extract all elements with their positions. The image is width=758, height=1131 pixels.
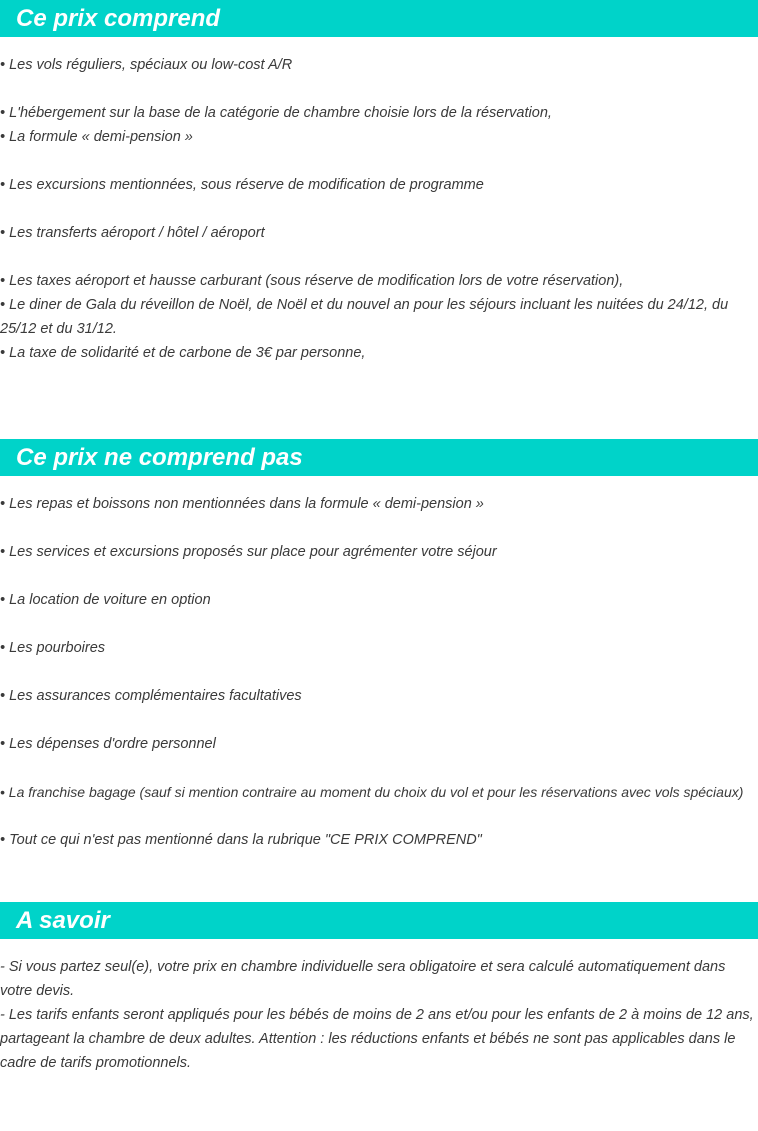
- list-item: • Les excursions mentionnées, sous réserve de modification de programme: [0, 177, 484, 193]
- list-item: • Les repas et boissons non mentionnées dans la formule « demi-pension »: [0, 496, 484, 512]
- list-item: • La taxe de solidarité et de carbone de 3€ par personne,: [0, 345, 366, 361]
- list-item: • Les services et excursions proposés sur place pour agrémenter votre séjour: [0, 544, 497, 560]
- section-title: A savoir: [16, 907, 110, 934]
- list-item: • Les transferts aéroport / hôtel / aéroport: [0, 225, 265, 241]
- list-item: • La location de voiture en option: [0, 592, 211, 608]
- list-item: • Les pourboires: [0, 640, 106, 656]
- list-item: • La franchise bagage (sauf si mention contraire au moment du choix du vol et pour les réservations avec vols spéciaux): [0, 784, 744, 800]
- list-item: • Le diner de Gala du réveillon de Noël, de Noël et du nouvel an pour les séjours incluant les nuitées du 24/12, du 25/12 et du 31/12.: [0, 297, 729, 337]
- section-header-a-savoir: [0, 902, 758, 939]
- list-item: • Les taxes aéroport et hausse carburant (sous réserve de modification lors de votre réservation),: [0, 273, 624, 289]
- list-item: • La formule « demi-pension »: [0, 129, 193, 145]
- list-item: • Tout ce qui n'est pas mentionné dans la rubrique "CE PRIX COMPREND": [0, 832, 482, 848]
- list-item: • Les dépenses d'ordre personnel: [0, 736, 216, 752]
- list-item: • Les assurances complémentaires facultatives: [0, 688, 302, 704]
- list-item: - Les tarifs enfants seront appliqués pour les bébés de moins de 2 ans et/ou pour les enfants de 2 à moins de 12 ans, partageant la chambre de deux adultes. Attention : les réductions enfants et bébés ne sont pas applicables dans le cadre de tarifs promotionnels.: [0, 1007, 754, 1071]
- list-item: • Les vols réguliers, spéciaux ou low-cost A/R: [0, 57, 293, 73]
- section-header-ce-prix-ne-comprend-pas: [0, 439, 758, 476]
- section-title: Ce prix comprend: [16, 5, 221, 32]
- list-item: • L'hébergement sur la base de la catégorie de chambre choisie lors de la réservation,: [0, 105, 552, 121]
- section-header-ce-prix-comprend: [0, 0, 758, 37]
- list-item: - Si vous partez seul(e), votre prix en chambre individuelle sera obligatoire et sera calculé automatiquement dans votre devis.: [0, 959, 726, 999]
- section-title: Ce prix ne comprend pas: [16, 444, 303, 471]
